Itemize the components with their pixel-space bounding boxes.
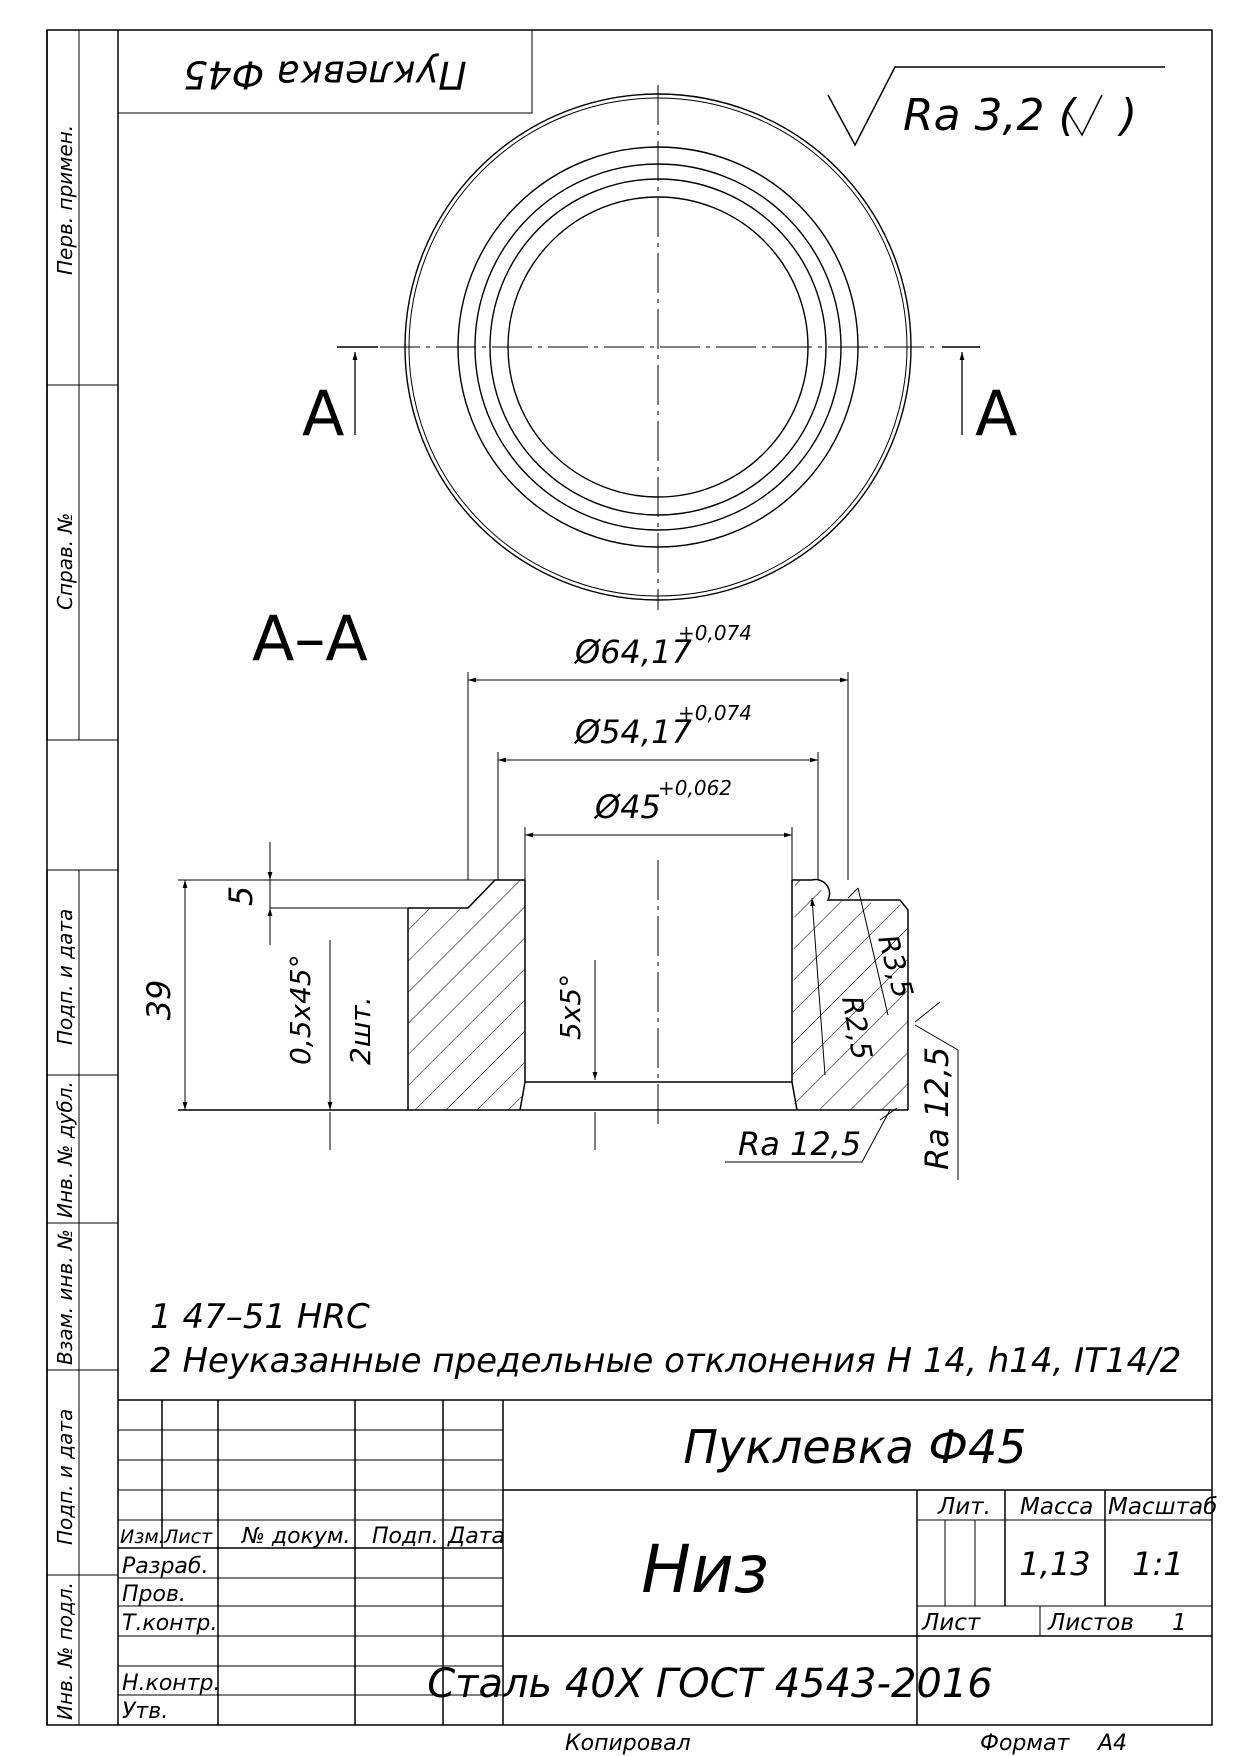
dim-chamfer-qty: 2шт. <box>344 996 377 1065</box>
tb-razrab: Разраб. <box>122 1554 209 1579</box>
note-1: 1 47–51 HRC <box>150 1297 370 1337</box>
section-letter-left: А <box>302 377 345 450</box>
title-block <box>118 1400 1217 1725</box>
label-inv-dubl: Инв. № дубл. <box>53 1081 77 1218</box>
left-strip-labels <box>53 125 77 1720</box>
tb-massa: Масса <box>1020 1494 1094 1520</box>
dim-r35: R3,5 <box>871 931 920 1002</box>
tb-designation: Пуклевка Ф45 <box>683 1420 1027 1474</box>
tb-col-izm: Изм. <box>120 1526 165 1548</box>
dim-d45-tol: +0,062 <box>658 776 733 800</box>
tb-material: Сталь 40Х ГОСТ 4543-2016 <box>427 1661 993 1707</box>
roughness-general-close: ) <box>1120 90 1138 141</box>
label-inv-podl: Инв. № подл. <box>53 1582 77 1720</box>
sheet-frame <box>47 30 1212 1725</box>
tb-massa-val: 1,13 <box>1019 1545 1091 1583</box>
roughness-right: Ra 12,5 <box>918 1046 956 1170</box>
tb-col-doc: № докум. <box>242 1524 351 1549</box>
roughness-general <box>828 67 1165 145</box>
tb-nkontr: Н.контр. <box>122 1671 221 1696</box>
tb-utv: Утв. <box>122 1699 169 1724</box>
top-view <box>302 85 1017 610</box>
label-vzam-inv: Взам. инв. № <box>53 1229 77 1365</box>
tb-masshtab: Масштаб <box>1108 1494 1218 1520</box>
tb-col-list: Лист <box>164 1526 213 1548</box>
sheet-footer <box>565 1731 1127 1756</box>
dim-d64: Ø64,17 <box>575 633 692 671</box>
note-2: 2 Неуказанные предельные отклонения H 14, h14, IT14/2 <box>150 1341 1182 1381</box>
label-perv-primen: Перв. примен. <box>53 124 77 275</box>
tb-col-podp: Подп. <box>372 1524 439 1549</box>
label-podp-data-2: Подп. и дата <box>53 1408 77 1545</box>
rotated-stamp <box>118 30 532 113</box>
dim-r25: R2,5 <box>835 993 879 1063</box>
footer-format-val: А4 <box>1098 1731 1128 1756</box>
label-podp-data-1: Подп. и дата <box>53 908 77 1045</box>
section-letter-right: А <box>975 377 1018 450</box>
dim-d54: Ø54,17 <box>575 713 692 751</box>
tb-name: Низ <box>641 1531 769 1608</box>
roughness-general-text: Ra 3,2 ( <box>903 90 1076 141</box>
dim-h39: 39 <box>140 979 178 1021</box>
dim-d54-tol: +0,074 <box>678 701 753 725</box>
tb-prov: Пров. <box>122 1582 186 1607</box>
footer-format: Формат <box>980 1731 1070 1756</box>
footer-kopiroval: Копировал <box>565 1731 691 1756</box>
dim-d64-tol: +0,074 <box>678 621 753 645</box>
tb-masshtab-val: 1:1 <box>1132 1545 1184 1583</box>
tb-listov: Листов <box>1048 1610 1134 1636</box>
tb-lit: Лит. <box>938 1494 991 1520</box>
section-view <box>140 621 958 1180</box>
roughness-bottom: Ra 12,5 <box>738 1125 862 1163</box>
label-sprav-no: Справ. № <box>53 512 77 610</box>
dim-h5: 5 <box>222 885 260 907</box>
section-title: А–А <box>252 602 368 675</box>
dim-d45: Ø45 <box>595 788 661 826</box>
technical-notes <box>150 1297 1181 1381</box>
tb-col-data: Дата <box>448 1524 505 1549</box>
tb-listov-val: 1 <box>1172 1610 1187 1636</box>
tb-tkontr: Т.контр. <box>122 1611 218 1636</box>
rotated-stamp-text: Пуклевка Ф45 <box>183 52 467 97</box>
dim-chamfer: 0,5x45° <box>284 954 317 1065</box>
dim-chamfer2: 5x5° <box>554 973 587 1040</box>
tb-list: Лист <box>922 1610 981 1636</box>
